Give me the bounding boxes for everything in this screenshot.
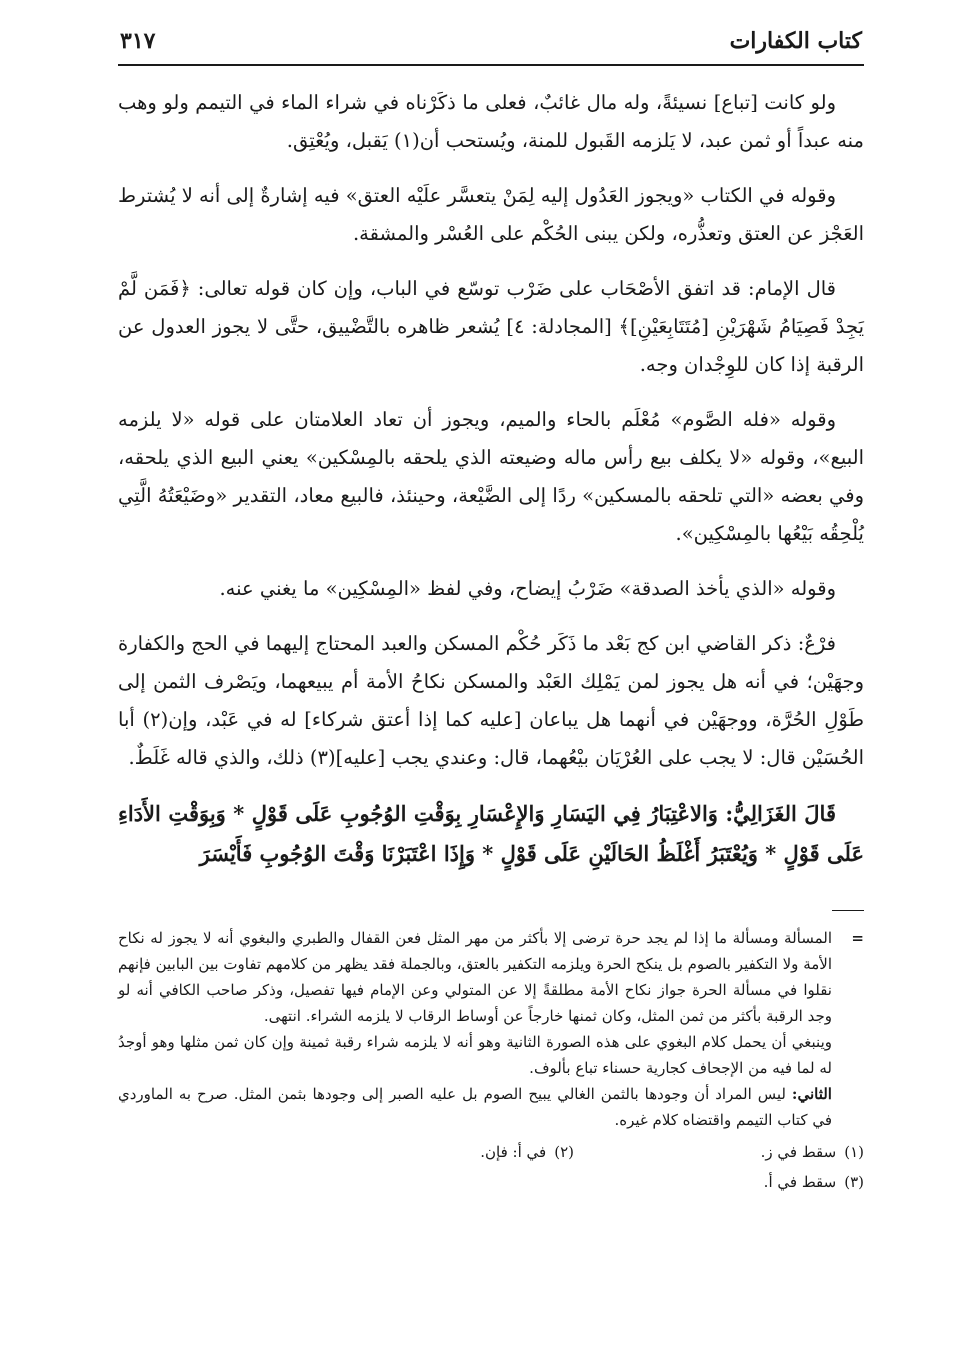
footnote-paragraph: وينبغي أن يحمل كلام البغوي على هذه الصورة الثانية وهو أنه لا يلزمه شراء رقبة ثمينة وإن كان ثمن مثلها وهو أوجدُ له لما فيه من الإجحاف كجارية حسناء تباع بألوف. <box>118 1033 832 1077</box>
main-text <box>118 84 864 874</box>
footnote-number: (٣) <box>844 1173 864 1191</box>
document-page <box>118 28 864 1197</box>
footnote-number: (١) <box>844 1143 864 1161</box>
footnote-paragraph <box>118 1081 832 1133</box>
matn-paragraph: قَالَ الغَزَالِيُّ: وَالاعْتِبَارُ فِي اليَسَارِ وَالإِعْسَارِ بِوَقْتِ الوُجُوبِ عَلَى قَوْلٍ * وَبِوَقْتِ الأَدَاءِ عَلَى قَوْلٍ * وَيُعْتَبَرُ أَغْلَظُ الحَالَيْنِ عَلَى قَوْلٍ * وَإِذَا اعْتَبَرْنَا وَقْتَ الوُجُوبِ فَأَيْسَرَ <box>118 801 864 866</box>
footnote-text: سقط في أ. <box>763 1173 837 1191</box>
paragraph: فرْعٌ: ذكر القاضي ابن كج بَعْد ما ذَكَر حُكْم المسكن والعبد المحتاج إليهما في الحج والكفارة وجهَيْن؛ في أنه هل يجوز لمن يَمْلِك العَبْد والمسكن نكاحُ الأمة أم يبيعهما، ويَصْرف الثمن إلى طَوْلِ الحُرَّة، ووجهَيْن في أنهما هل يباعان [عليه كما إذا أعتق شركاء] له في عَبْد، وإن(٢) أبا الحُسَيْن قال: لا يجب على العُرْيَان بيْعُهما، قال: وعندي يجب [عليه](٣) ذلك، والذي قاله غَلَطٌ. <box>118 632 864 769</box>
footnote-item <box>284 1137 574 1167</box>
header-rule <box>118 64 864 66</box>
continuation-content <box>118 925 832 1133</box>
footnote-item <box>574 1167 864 1197</box>
running-header <box>118 28 864 62</box>
continuation-marker: = <box>851 929 864 947</box>
page-number: ٣١٧ <box>120 28 156 54</box>
footnote-lead: الثاني: <box>791 1085 832 1103</box>
footnote-continuation <box>118 925 864 1133</box>
paragraph: وقوله في الكتاب «ويجوز العَدُول إليه لِمَنْ يتعسَّر علَيْه العتق» فيه إشارةٌ إلى أنه لا يُشترط العَجْز عن العتق وتعذُّره، ولكن يبنى الحُكْم على العُسْر والمشقة. <box>118 184 864 245</box>
footnote-text: في أ: فإن. <box>480 1143 547 1161</box>
paragraph: قال الإمام: قد اتفق الأصْحَاب على ضَرْب توسّع في الباب، وإن كان قوله تعالى: ﴿فَمَن لَّمْ يَجِدْ فَصِيَامُ شَهْرَيْنِ [مُتَتَابِعَيْنِ]﴾ [المجادلة: ٤] يُشعر ظاهره بالتَّضْييق، حتَّى لا يجوز العدول عن الرقبة إذا كان للوِجْدان وجه. <box>118 277 865 376</box>
footnote-text: ليس المراد أن وجودها بالثمن الغالي يبيح الصوم بل عليه الصبر إلى وجودها بثمن المثل. صرح به الماوردي في كتاب التيمم واقتضاه كلام غيره. <box>118 1085 832 1129</box>
paragraph: ولو كانت [تباع] نسيئةً، وله مال غائبٌ، فعلى ما ذكَرْناه في شراء الماء في التيمم ولو وهب منه عبداً أو ثمن عبد، لا يَلزمه القَبول للمنة، ويُستحب أن(١) يَقبل، ويُعْتِق. <box>118 91 864 152</box>
footnotes <box>118 910 864 1197</box>
footnote-rule <box>832 910 864 911</box>
running-title: كتاب الكفارات <box>729 28 862 54</box>
footnote-row <box>118 1167 864 1197</box>
footnote-item <box>574 1137 864 1167</box>
footnote-text: سقط في ز. <box>760 1143 837 1161</box>
footnote-row <box>118 1137 864 1167</box>
footnote-paragraph: المسألة ومسألة ما إذا لم يجد حرة ترضى إلا بأكثر من مهر المثل فعن القفال والطبري والبغوي أنه لا يجوز له نكاح الأمة ولا التكفير بالصوم بل ينكح الحرة ويلزمه التكفير بالعتق، وبالجملة فقد يظهر من كلامهم تفاوت بين البابين فإنهم نقلوا في مسألة الحرة جواز نكاح الأمة مطلقةً إلا عن المتولي وعن الإمام فيها تفصيل، وذكر صاحب الكافي أنه لو وجد الرقبة بأكثر من ثمن المثل، وكان ثمنها خارجاً عن أوساط الرقاب لا يلزمه الشراء. انتهى. <box>118 929 832 1025</box>
paragraph: وقوله «الذي يأخذ الصدقة» ضَرْبُ إيضاح، وفي لفظ «المِسْكِين» ما يغني عنه. <box>219 577 836 600</box>
paragraph: وقوله «فله الصَّوم» مُعْلَم بالحاء والميم، ويجوز أن تعاد العلامتان على قوله «لا يلزمه البيع»، وقوله «لا يكلف بيع رأس ماله وضيعته الذي يلحقه بالمِسْكين» يعني البيع الذي يلحقه، وفي بعضه «التي تلحقه بالمسكين» ردًا إلى الضَّيْعة، وحينئذ، فالبيع معاد، التقدير «وضَيْعَتُهُ الَّتِي يُلْحِقُه بَيْعُها بالمِسْكِين». <box>118 408 864 545</box>
footnote-number: (٢) <box>554 1143 574 1161</box>
